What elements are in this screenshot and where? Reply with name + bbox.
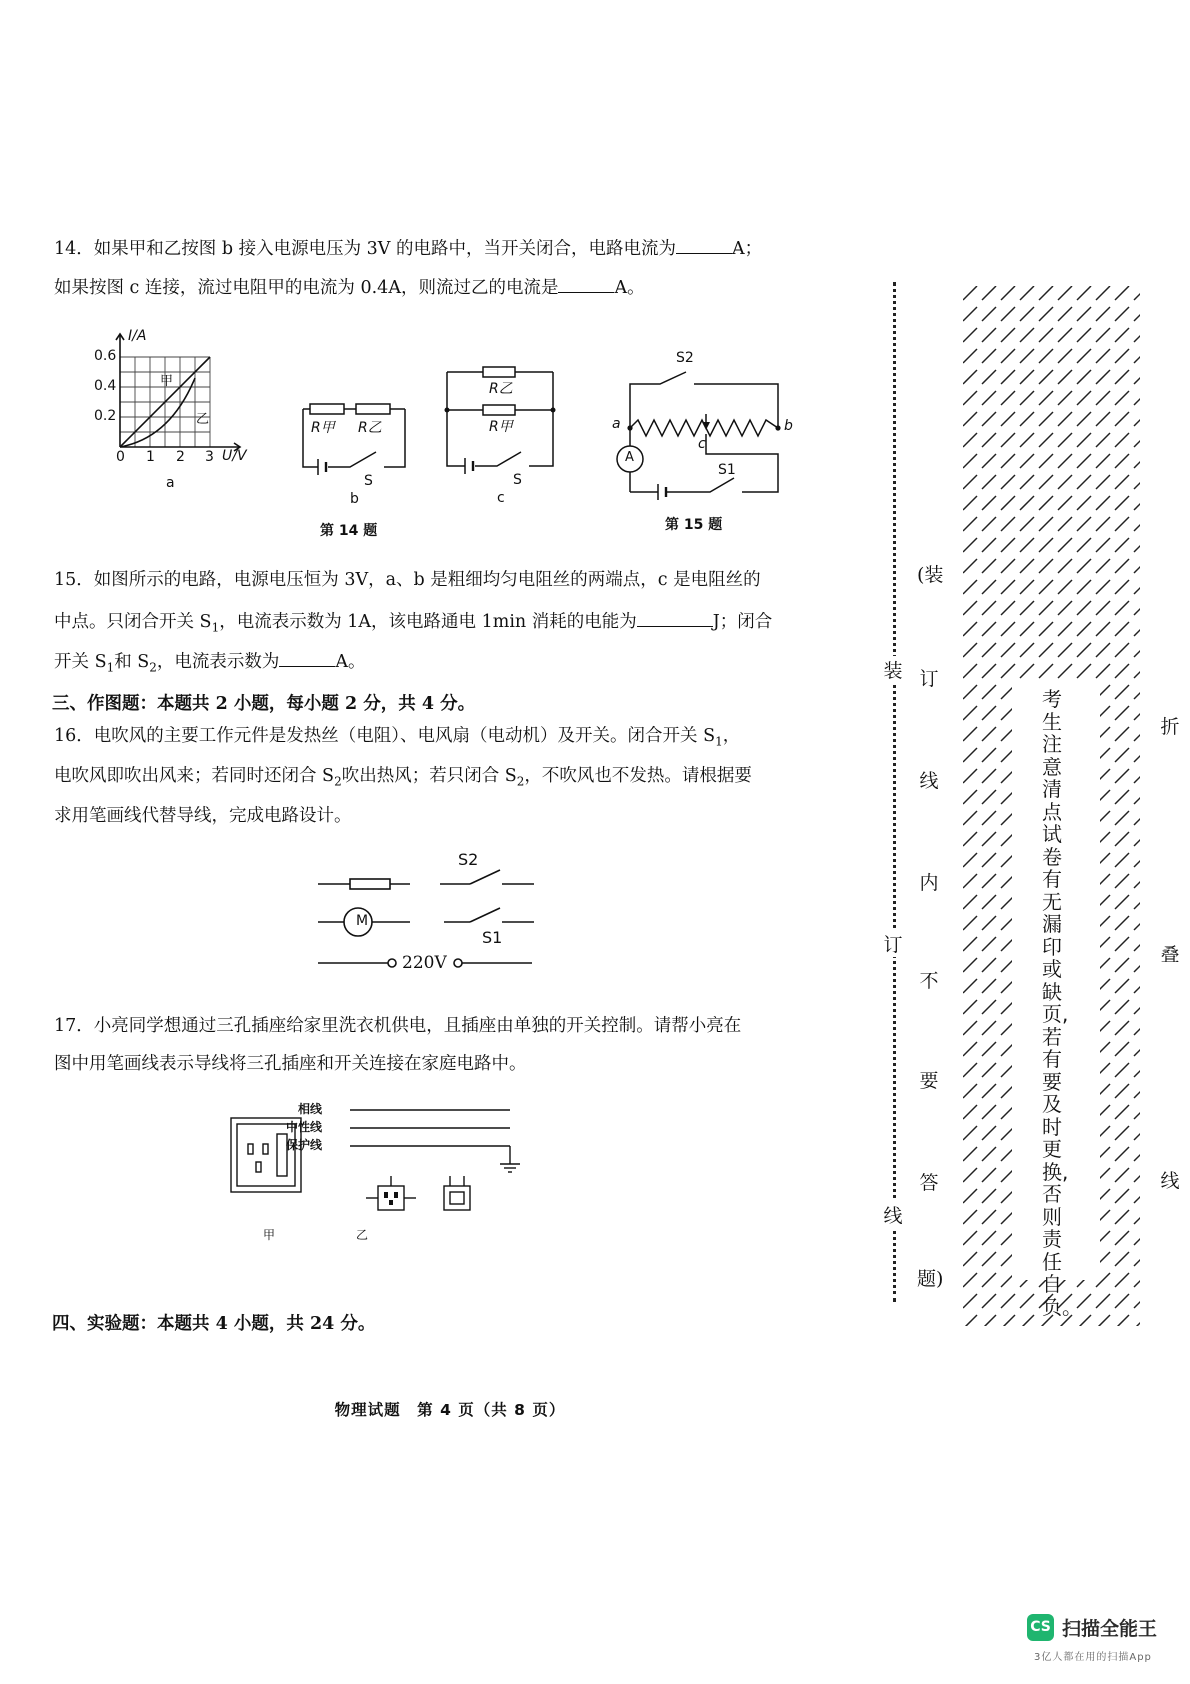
fig14c-sublabel: c — [497, 490, 505, 506]
camscanner-title: 扫描全能王 — [1062, 1618, 1158, 1640]
ground-wire-label: 保护线 — [286, 1138, 323, 1152]
page-footer: 物理试题 第 4 页（共 8 页） — [334, 1401, 566, 1419]
fig15-circuit — [610, 350, 800, 500]
q15-line3: 开关 $S_1$和 $S_2$，电流表示数为 A。 — [54, 652, 366, 675]
fig15-caption: 第 15 题 — [665, 517, 723, 533]
q17-line1: 17．小亮同学想通过三孔插座给家里洗衣机供电，且插座由单独的开关控制。请帮小亮在 — [54, 1016, 742, 1036]
q14-blank-1[interactable] — [676, 237, 732, 254]
y-tick-0-6: 0.6 — [94, 348, 117, 364]
fig16-components — [310, 850, 550, 978]
y-tick-0-4: 0.4 — [94, 378, 117, 394]
fig14a-iu-graph — [90, 328, 260, 498]
point-a-label: a — [612, 416, 621, 432]
q16-line1: 16．电吹风的主要工作元件是发热丝（电阻）、电风扇（电动机）及开关。闭合开关 $S_1$， — [54, 726, 741, 749]
fig17-household-circuit — [228, 1092, 548, 1242]
motor-label: M — [355, 913, 369, 929]
curve-jia-label: 甲 — [160, 374, 174, 389]
voltage-label: 220V — [402, 953, 447, 973]
s1-label: S1 — [718, 462, 736, 478]
ammeter-label: A — [625, 450, 634, 465]
x-tick-0: 0 — [116, 449, 125, 465]
s1-label: S1 — [482, 928, 503, 947]
r-jia-label: R甲 — [489, 419, 513, 435]
s2-label: S2 — [676, 350, 694, 366]
point-c-label: c — [698, 436, 706, 452]
curve-yi-label: 乙 — [196, 412, 210, 427]
camscanner-logo: CS — [1027, 1614, 1054, 1641]
q15-blank-2[interactable] — [279, 650, 335, 667]
fig14c-parallel-circuit — [435, 358, 565, 508]
point-b-label: b — [784, 418, 793, 434]
fig14b-series-circuit — [288, 395, 418, 505]
section-4-heading: 四、实验题：本题共 4 小题，共 24 分。 — [52, 1314, 376, 1334]
q16-line2: 电吹风即吹出风来；若同时还闭合 $S_2$吹出热风；若只闭合 $S_2$，不吹风也不发热。请根据要 — [54, 766, 752, 789]
notice-box — [1012, 680, 1100, 1319]
y-tick-0-2: 0.2 — [94, 408, 117, 424]
binding-line-chars: 装 订 线 — [881, 0, 905, 1684]
q14-line1: 14．如果甲和乙按图 b 接入电源电压为 3V 的电路中，当开关闭合，电路电流为 A； — [54, 239, 763, 259]
switch-label: S — [513, 472, 522, 488]
label-jia: 甲 — [263, 1228, 276, 1242]
section-3-heading: 三、作图题：本题共 2 小题，每小题 2 分，共 4 分。 — [52, 694, 476, 714]
r-jia-label: R甲 — [311, 420, 335, 436]
switch-label: S — [364, 473, 373, 489]
camscanner-subtitle: 3亿人都在用的扫描App — [1034, 1652, 1152, 1663]
binding-warning-chars: (装 订 线 内 不 要 答 题) — [917, 564, 944, 1290]
q14-blank-2[interactable] — [558, 276, 614, 293]
notice-text: 考生注意清点试卷有无漏印或缺页,若有要及时更换,否则责任自负。 — [1042, 687, 1082, 1319]
r-yi-label: R乙 — [358, 420, 382, 436]
s2-label: S2 — [458, 850, 479, 869]
q15-line2: 中点。只闭合开关 $S_1$，电流表示数为 1A，该电路通电 1min 消耗的电能为 J；闭合 — [54, 612, 773, 635]
fig14a-sublabel: a — [166, 475, 175, 491]
q15-blank-1[interactable] — [637, 610, 713, 627]
q14-line2: 如果按图 c 连接，流过电阻甲的电流为 0.4A，则流过乙的电流是 A。 — [54, 278, 645, 298]
fig14b-sublabel: b — [350, 491, 359, 507]
x-tick-3: 3 — [205, 449, 214, 465]
live-wire-label: 相线 — [298, 1102, 323, 1116]
q15-line1: 15．如图所示的电路，电源电压恒为 3V，a、b 是粗细均匀电阻丝的两端点，c 是电阻丝的 — [54, 570, 761, 590]
y-axis-label: I/A — [128, 328, 147, 344]
x-tick-1: 1 — [146, 449, 155, 465]
x-axis-label: U/V — [222, 448, 247, 464]
fig14-caption: 第 14 题 — [320, 523, 378, 539]
r-yi-label: R乙 — [489, 381, 513, 397]
q17-line2: 图中用笔画线表示导线将三孔插座和开关连接在家庭电路中。 — [54, 1054, 527, 1074]
fold-line-chars: 折 叠 线 — [1160, 716, 1180, 1192]
neutral-wire-label: 中性线 — [286, 1120, 323, 1134]
x-tick-2: 2 — [176, 449, 185, 465]
label-yi: 乙 — [356, 1228, 369, 1242]
q16-line3: 求用笔画线代替导线，完成电路设计。 — [54, 806, 352, 826]
